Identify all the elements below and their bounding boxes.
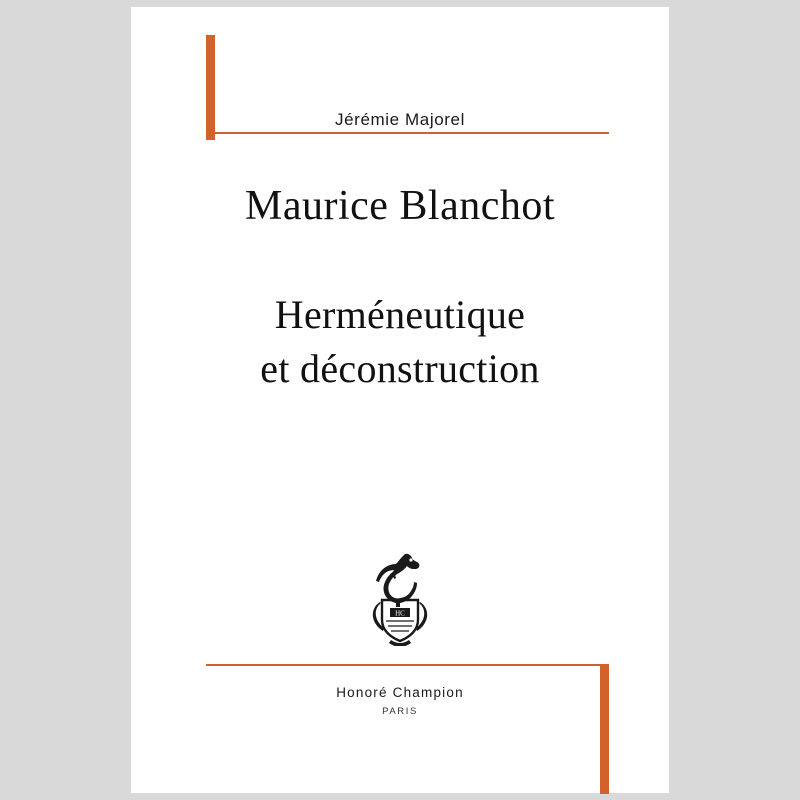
accent-rule-top-horizontal bbox=[206, 132, 609, 134]
subtitle bbox=[131, 288, 669, 396]
book-cover bbox=[131, 7, 669, 793]
svg-text:HC: HC bbox=[395, 609, 405, 618]
publisher-city: PARIS bbox=[382, 706, 418, 717]
author-name: Jérémie Majorel bbox=[335, 110, 465, 129]
accent-rule-bottom-horizontal bbox=[206, 664, 609, 666]
subtitle-line-1: Herméneutique bbox=[274, 292, 526, 338]
page-title: Maurice Blanchot bbox=[244, 183, 556, 229]
accent-rule-bottom-vertical bbox=[600, 664, 609, 794]
rearing-horse-crest-icon bbox=[361, 550, 439, 646]
subtitle-line-2: et déconstruction bbox=[260, 346, 540, 392]
publisher-name: Honoré Champion bbox=[336, 685, 464, 700]
title-block bbox=[131, 182, 669, 396]
publisher-emblem bbox=[131, 550, 669, 646]
